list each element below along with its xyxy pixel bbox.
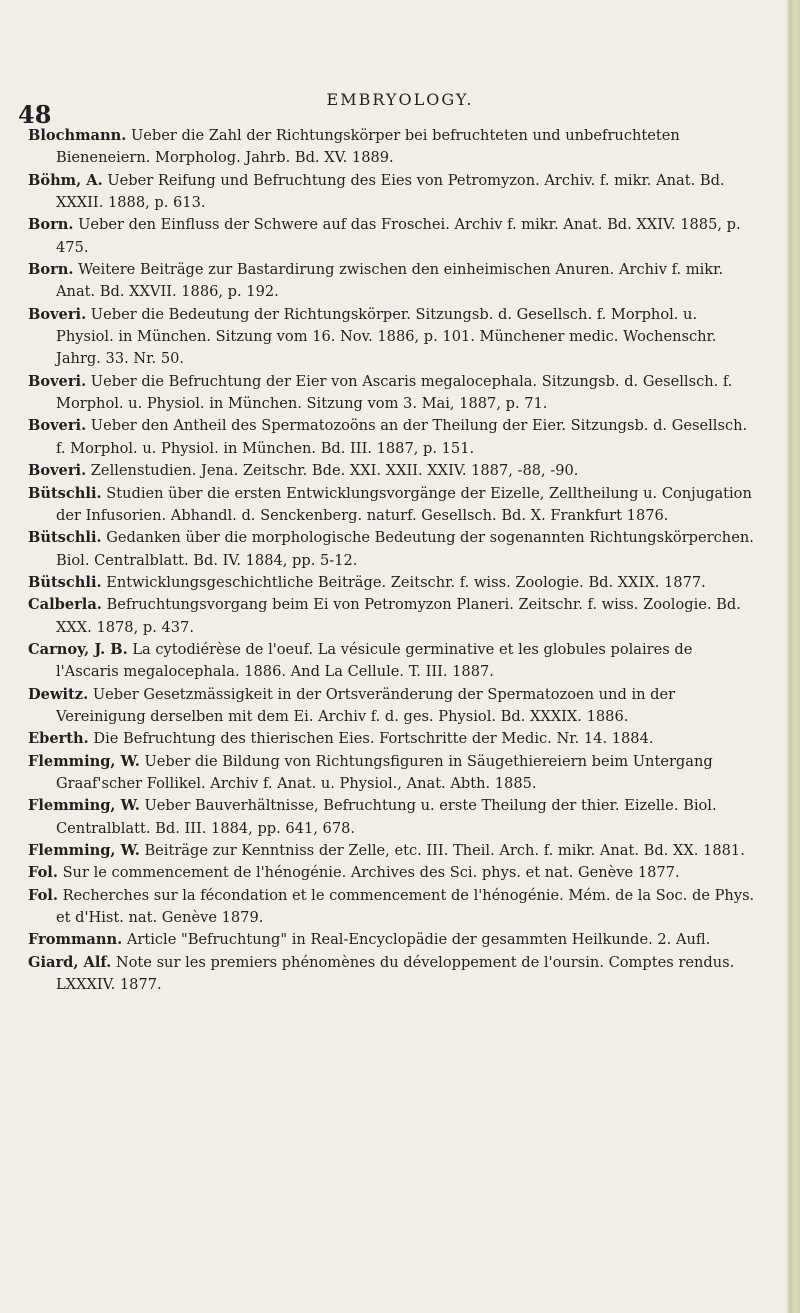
reference-author: Böhm, A. xyxy=(28,171,103,189)
reference-entry xyxy=(28,527,758,572)
reference-author: Flemming, W. xyxy=(28,752,140,770)
running-title: EMBRYOLOGY. xyxy=(326,90,474,109)
reference-text: Ueber die Bedeutung der Richtungskörper. Sitzungsb. d. Gesellsch. f. Morphol. u. Physiol. in München. Sitzung vom 16. Nov. 1886, p. 101. Münchener medic. Wochenschr. Jahrg. 33. Nr. 50. xyxy=(56,305,717,368)
reference-author: Boveri. xyxy=(28,305,87,323)
reference-text: Ueber Bauverhältnisse, Befruchtung u. erste Theilung der thier. Eizelle. Biol. Centralblatt. Bd. III. 1884, pp. 641, 678. xyxy=(56,797,717,837)
reference-author: Boveri. xyxy=(28,372,87,390)
page-number: 48 xyxy=(18,100,52,129)
reference-entry xyxy=(28,929,758,951)
reference-text: Befruchtungsvorgang beim Ei von Petromyzon Planeri. Zeitschr. f. wiss. Zoologie. Bd. XXX. 1878, p. 437. xyxy=(56,596,741,636)
reference-author: Blochmann. xyxy=(28,127,127,144)
reference-text: Sur le commencement de l'hénogénie. Archives des Sci. phys. et nat. Genève 1877. xyxy=(62,864,680,882)
reference-author: Born. xyxy=(28,216,74,234)
reference-author: Bütschli. xyxy=(28,573,102,591)
reference-entry xyxy=(28,572,758,594)
reference-text: Ueber Reifung und Befruchtung des Eies von Petromyzon. Archiv. f. mikr. Anat. Bd. XXXII. 1888, p. 613. xyxy=(56,171,725,212)
reference-author: Flemming, W. xyxy=(28,797,140,815)
reference-author: Giard, Alf. xyxy=(28,953,112,971)
reference-entry xyxy=(28,460,758,482)
reference-entry xyxy=(28,885,758,930)
reference-author: Dewitz. xyxy=(28,685,89,703)
reference-entry xyxy=(28,371,758,416)
reference-author: Fol. xyxy=(28,886,58,904)
reference-entry xyxy=(28,795,758,840)
reference-author: Bütschli. xyxy=(28,484,102,502)
reference-text: Ueber den Einfluss der Schwere auf das Froschei. Archiv f. mikr. Anat. Bd. XXIV. 1885, p. 475. xyxy=(56,216,741,256)
reference-text: Gedanken über die morphologische Bedeutung der sogenannten Richtungskörperchen. Biol. Centralblatt. Bd. IV. 1884, pp. 5-12. xyxy=(56,529,754,569)
reference-author: Boveri. xyxy=(28,462,87,480)
reference-author: Bütschli. xyxy=(28,529,102,547)
reference-text: Ueber die Bildung von Richtungsfiguren in Säugethiereiern beim Untergang Graaf'scher Follikel. Archiv f. Anat. u. Physiol., Anat. Abth. 1885. xyxy=(56,752,713,792)
reference-text: Studien über die ersten Entwicklungsvorgänge der Eizelle, Zelltheilung u. Conjugation der Infusorien. Abhandl. d. Senckenberg. naturf. Gesellsch. Bd. X. Frankfurt 1876. xyxy=(56,484,752,524)
reference-list xyxy=(28,125,758,996)
reference-entry xyxy=(28,840,758,862)
reference-author: Fol. xyxy=(28,864,58,882)
reference-text: Ueber die Zahl der Richtungskörper bei befruchteten und unbefruchteten Bieneneiern. Morpholog. Jahrb. Bd. XV. 1889. xyxy=(56,127,680,167)
reference-entry xyxy=(28,415,758,460)
reference-entry xyxy=(28,594,758,639)
reference-text: Note sur les premiers phénomènes du développement de l'oursin. Comptes rendus. LXXXIV. 1877. xyxy=(56,953,735,994)
reference-entry xyxy=(28,125,758,170)
reference-text: La cytodiérèse de l'oeuf. La vésicule germinative et les globules polaires de l'Ascaris megalocephala. 1886. And La Cellule. T. III. 1887. xyxy=(56,640,693,681)
reference-author: Calberla. xyxy=(28,596,102,614)
reference-text: Die Befruchtung des thierischen Eies. Fortschritte der Medic. Nr. 14. 1884. xyxy=(93,730,654,748)
reference-text: Beiträge zur Kenntniss der Zelle, etc. III. Theil. Arch. f. mikr. Anat. Bd. XX. 1881. xyxy=(144,842,745,859)
reference-text: Recherches sur la fécondation et le commencement de l'hénogénie. Mém. de la Soc. de Phys. et d'Hist. nat. Genève 1879. xyxy=(56,886,755,927)
reference-entry xyxy=(28,862,758,884)
reference-author: Born. xyxy=(28,261,74,279)
reference-author: Boveri. xyxy=(28,417,87,435)
reference-entry xyxy=(28,751,758,796)
reference-entry xyxy=(28,214,758,259)
reference-entry xyxy=(28,728,758,750)
reference-text: Ueber die Befruchtung der Eier von Ascaris megalocephala. Sitzungsb. d. Gesellsch. f. Morphol. u. Physiol. in München. Sitzung vom 3. Mai, 1887, p. 71. xyxy=(56,372,733,413)
reference-text: Ueber Gesetzmässigkeit in der Ortsveränderung der Spermatozoen und in der Vereinigung derselben mit dem Ei. Archiv f. d. ges. Physiol. Bd. XXXIX. 1886. xyxy=(56,685,676,725)
reference-text: Article "Befruchtung" in Real-Encyclopädie der gesammten Heilkunde. 2. Aufl. xyxy=(126,931,711,949)
reference-author: Frommann. xyxy=(28,931,123,949)
reference-entry xyxy=(28,483,758,528)
reference-author: Eberth. xyxy=(28,730,89,748)
reference-text: Weitere Beiträge zur Bastardirung zwischen den einheimischen Anuren. Archiv f. mikr. Anat. Bd. XXVII. 1886, p. 192. xyxy=(56,261,724,301)
reference-entry xyxy=(28,170,758,215)
reference-author: Carnoy, J. B. xyxy=(28,640,128,658)
reference-entry xyxy=(28,952,758,997)
reference-author: Flemming, W. xyxy=(28,842,140,859)
reference-entry xyxy=(28,259,758,304)
reference-text: Entwicklungsgeschichtliche Beiträge. Zeitschr. f. wiss. Zoologie. Bd. XXIX. 1877. xyxy=(106,573,706,591)
reference-entry xyxy=(28,684,758,729)
page-edge xyxy=(786,0,800,1313)
reference-entry xyxy=(28,304,758,371)
reference-text: Ueber den Antheil des Spermatozoöns an der Theilung der Eier. Sitzungsb. d. Gesellsch. f. Morphol. u. Physiol. in München. Bd. III. 1887, p. 151. xyxy=(56,417,748,457)
reference-entry xyxy=(28,639,758,684)
reference-text: Zellenstudien. Jena. Zeitschr. Bde. XXI. XXII. XXIV. 1887, -88, -90. xyxy=(90,462,579,480)
